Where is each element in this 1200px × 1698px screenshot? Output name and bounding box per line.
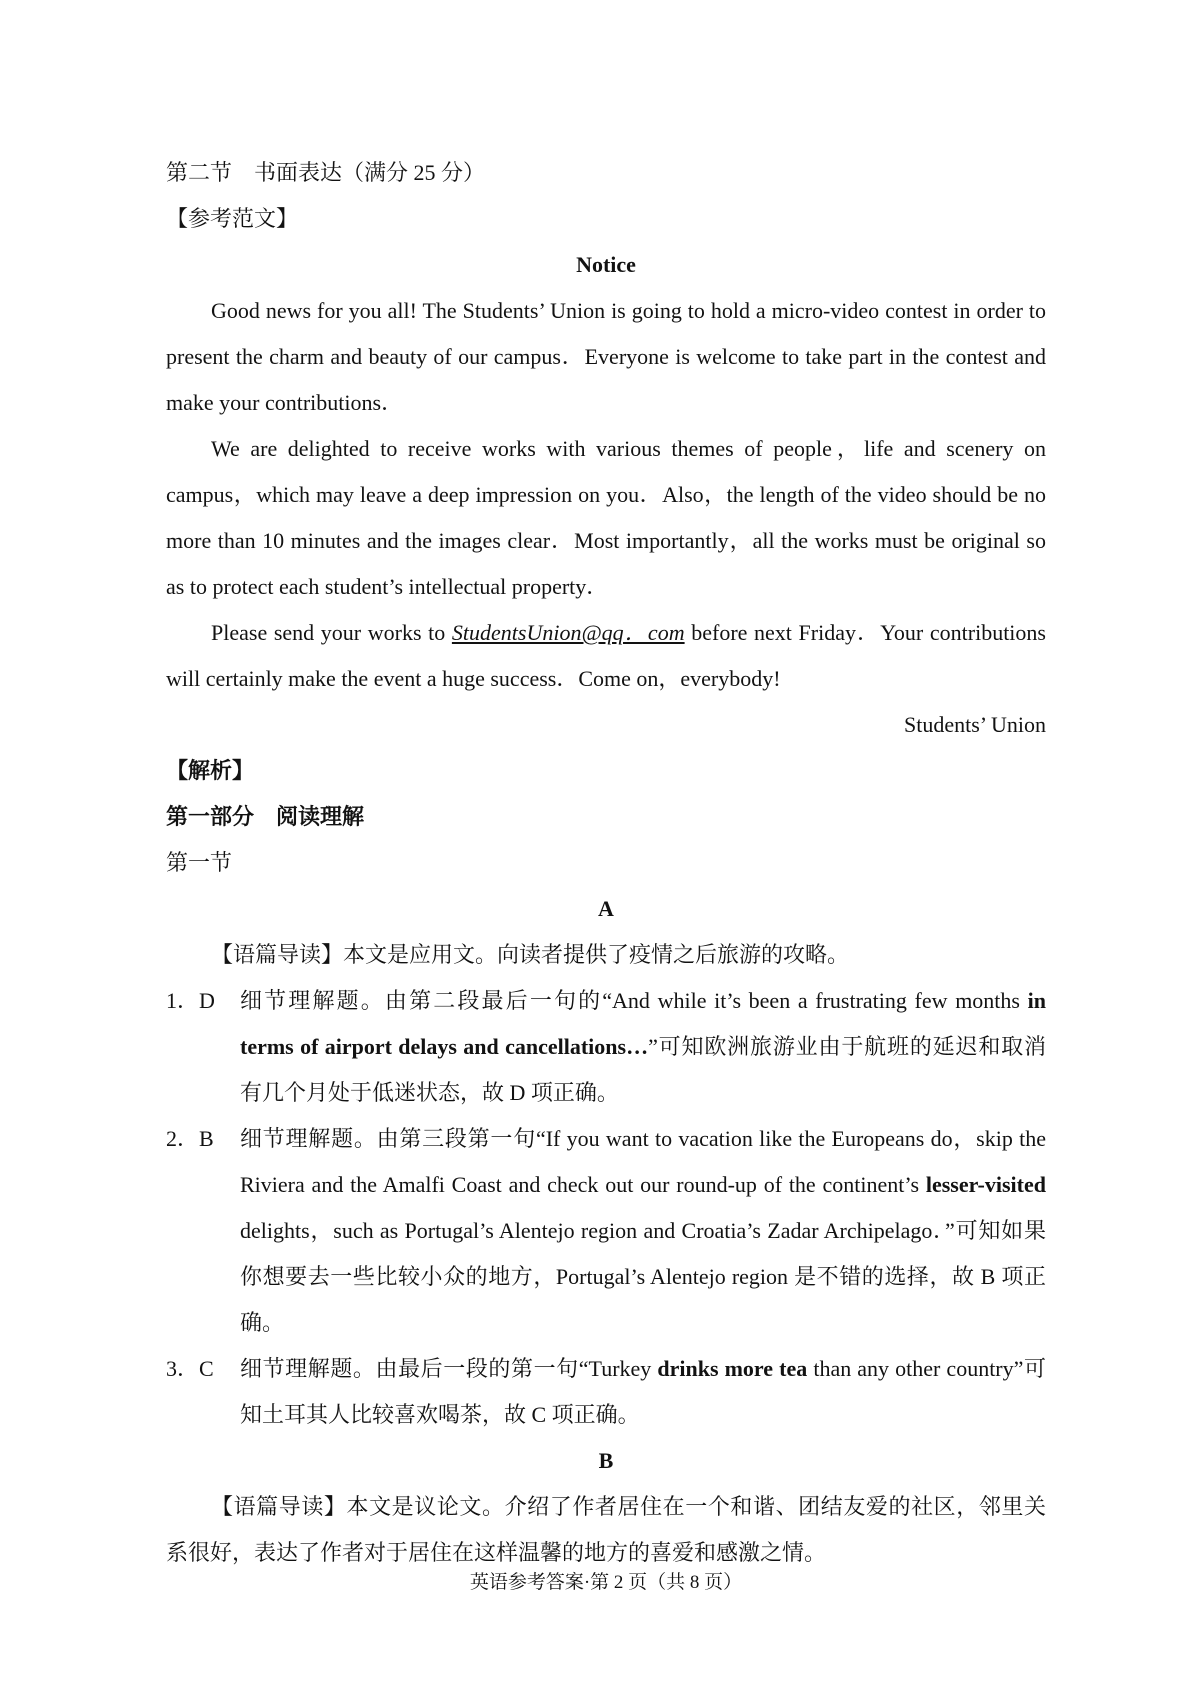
section1-label: 第一节 — [166, 850, 233, 875]
notice-paragraph-3 — [166, 610, 1046, 702]
quoted-evidence-bold: drinks more tea — [657, 1356, 808, 1381]
explanation-text: 细节理解题。由第三段第一句“If you want to vacation like the Europeans do，skip the Riviera and the Amalfi Coast and check out our round-up of the continent’s — [240, 1126, 1046, 1197]
part1-heading: 第一部分 阅读理解 — [166, 804, 365, 829]
notice-title: Notice — [576, 252, 636, 277]
answer-item-explanation — [240, 978, 1046, 1116]
page-content — [166, 150, 1046, 1606]
quoted-evidence-bold: in terms of airport delays and cancellations… — [240, 988, 1046, 1059]
analysis-label: 【解析】 — [166, 758, 255, 783]
answer-item-2 — [166, 1116, 1046, 1346]
explanation-text: ”可知欧洲旅游业由于航班的延迟和取消有几个月处于低迷状态，故 D 项正确。 — [240, 1034, 1046, 1105]
email-address: StudentsUnion@qq．com — [451, 620, 685, 645]
notice-paragraph-2: We are delighted to receive works with various themes of people，life and scenery on campus，which may leave a deep impression on you．Also，the length of the video should be no more than 10 minutes and the images clear．Most importantly，all the works must be original so as to protect each student’s intellectual property． — [166, 436, 1046, 599]
quoted-evidence-bold: lesser-visited — [925, 1172, 1046, 1197]
explanation-text: delights，such as Portugal’s Alentejo region and Croatia’s Zadar Archipelago．”可知如果你想要去一些比较小众的地方，Portugal’s Alentejo region 是不错的选择，故 B 项正确。 — [240, 1218, 1046, 1335]
answer-item-explanation — [240, 1116, 1046, 1346]
passage-b-intro: 【语篇导读】本文是议论文。介绍了作者居住在一个和谐、团结友爱的社区，邻里关系很好，表达了作者对于居住在这样温馨的地方的喜爱和感激之情。 — [166, 1494, 1046, 1565]
answer-item-marker: 3．C — [166, 1356, 214, 1381]
answer-item-3 — [166, 1346, 1046, 1438]
paragraph-text: before next Friday．Your contributions will certainly make the event a huge success．Come on，everybody! — [166, 620, 1046, 691]
answer-item-1 — [166, 978, 1046, 1116]
passage-b-letter: B — [598, 1448, 614, 1473]
sample-essay-label: 【参考范文】 — [166, 206, 299, 231]
answer-item-explanation — [240, 1346, 1046, 1438]
section-heading: 第二节 书面表达（满分 25 分） — [166, 160, 486, 185]
notice-paragraph-1: Good news for you all! The Students’ Union is going to hold a micro-video contest in order to present the charm and beauty of our campus．Everyone is welcome to take part in the contest and make your contributions． — [166, 298, 1046, 415]
signature: Students’ Union — [904, 712, 1046, 737]
passage-a-intro: 【语篇导读】本文是应用文。向读者提供了疫情之后旅游的攻略。 — [211, 942, 850, 967]
paragraph-text: Please send your works to — [211, 620, 452, 645]
passage-a-letter: A — [598, 896, 614, 921]
answer-item-marker: 1．D — [166, 988, 215, 1013]
explanation-text: than any other country”可知土耳其人比较喜欢喝茶，故 C 项正确。 — [240, 1356, 1046, 1427]
explanation-text: 细节理解题。由第二段最后一句的“And while it’s been a frustrating few months — [240, 988, 1028, 1013]
explanation-text: 细节理解题。由最后一段的第一句“Turkey — [240, 1356, 658, 1381]
page-footer: 英语参考答案·第 2 页（共 8 页） — [469, 1572, 743, 1593]
answer-item-marker: 2．B — [166, 1126, 214, 1151]
